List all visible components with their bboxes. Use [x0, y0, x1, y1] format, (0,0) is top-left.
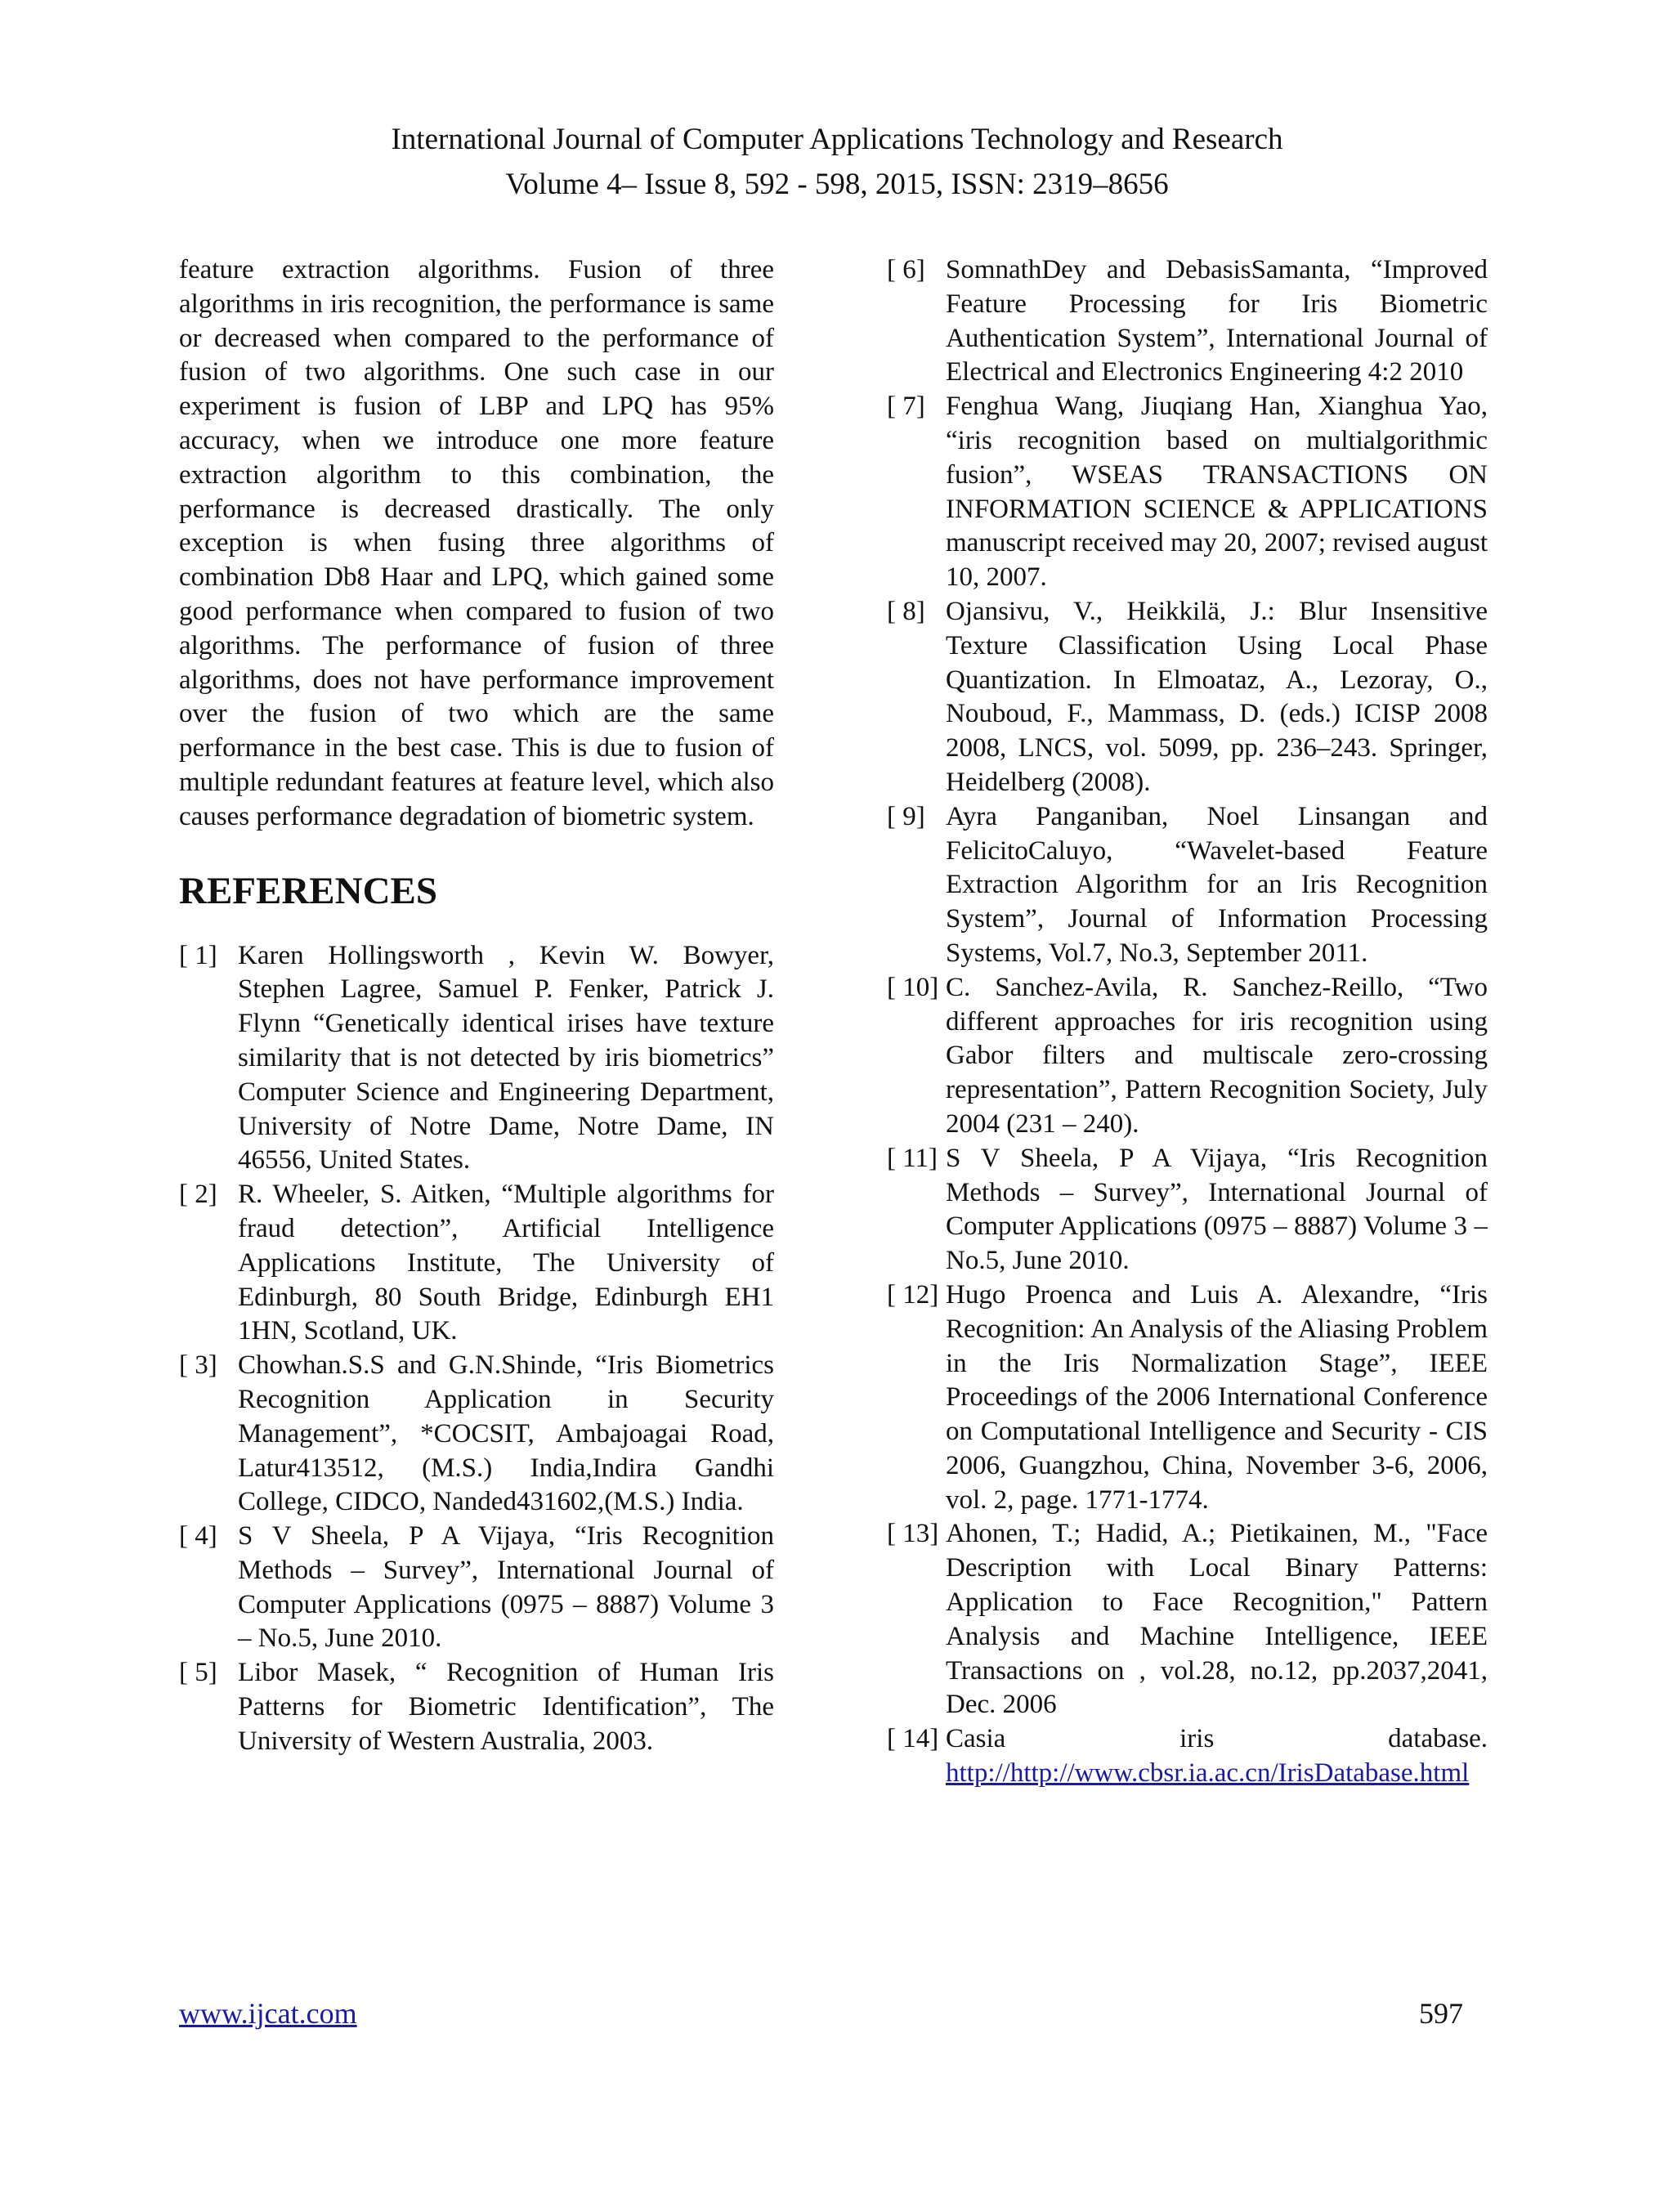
reference-number: [ 8]	[887, 596, 925, 626]
reference-text: S V Sheela, P A Vijaya, “Iris Recognition Methods – Survey”, International Journal of Computer Applications (0975 – 8887) Volume 3 – No.5, June 2010.	[238, 1521, 774, 1654]
reference-number: [ 11]	[887, 1143, 938, 1173]
reference-text: R. Wheeler, S. Aitken, “Multiple algorithms for fraud detection”, Artificial Intelligence Applications Institute, The University of Edinburgh, 80 South Bridge, Edinburgh EH1 1HN, Scotland, UK.	[238, 1180, 774, 1346]
reference-number: [ 5]	[179, 1658, 217, 1688]
left-column	[179, 253, 774, 1759]
journal-title: International Journal of Computer Applications Technology and Research	[391, 123, 1283, 156]
reference-text: SomnathDey and DebasisSamanta, “Improved Feature Processing for Iris Biometric Authentication System”, International Journal of Electrical and Electronics Engineering 4:2 2010	[946, 255, 1488, 387]
reference-text: S V Sheela, P A Vijaya, “Iris Recognition Methods – Survey”, International Journal of Computer Applications (0975 – 8887) Volume 3 – No.5, June 2010.	[946, 1143, 1488, 1276]
reference-text: Libor Masek, “ Recognition of Human Iris Patterns for Biometric Identification”, The University of Western Australia, 2003.	[238, 1658, 774, 1756]
reference-text: Ojansivu, V., Heikkilä, J.: Blur Insensitive Texture Classification Using Local Phase Quantization. In Elmoataz, A., Lezoray, O., Nouboud, F., Mammass, D. (eds.) ICISP 2008 2008, LNCS, vol. 5099, pp. 236–243. Springer, Heidelberg (2008).	[946, 596, 1488, 797]
reference-number: [ 6]	[887, 255, 925, 284]
reference-text: Karen Hollingsworth , Kevin W. Bowyer, Stephen Lagree, Samuel P. Fenker, Patrick J. Flynn “Genetically identical irises have texture similarity that is not detected by iris biometrics” Computer Science and Engineering Department, University of Notre Dame, Notre Dame, IN 46556, United States.	[238, 940, 774, 1175]
reference-item	[179, 1178, 774, 1349]
reference-item	[179, 1656, 774, 1758]
body-paragraph: feature extraction algorithms. Fusion of three algorithms in iris recognition, the performance is same or decreased when compared to the performance of fusion of two algorithms. One such case in our experiment is fusion of LBP and LPQ has 95% accuracy, when we introduce one more feature extraction algorithm to this combination, the performance is decreased drastically. The only exception is when fusing three algorithms of combination Db8 Haar and LPQ, which gained some good performance when compared to fusion of two algorithms. The performance of fusion of three algorithms, does not have performance improvement over the fusion of two which are the same performance in the best case. This is due to fusion of multiple redundant features at feature level, which also causes performance degradation of biometric system.	[179, 255, 774, 831]
reference-number: [ 2]	[179, 1180, 217, 1210]
reference-text: Fenghua Wang, Jiuqiang Han, Xianghua Yao, “iris recognition based on multialgorithmic fusion”, WSEAS TRANSACTIONS ON INFORMATION SCIENCE & APPLICATIONS manuscript received may 20, 2007; revised august 10, 2007.	[946, 392, 1488, 593]
reference-item	[887, 971, 1488, 1142]
reference-number: [ 14]	[887, 1724, 939, 1754]
reference-item	[887, 253, 1488, 390]
references-heading: REFERENCES	[179, 869, 438, 912]
reference-number: [ 9]	[887, 801, 925, 831]
reference-item	[887, 800, 1488, 971]
reference-number: [ 13]	[887, 1519, 939, 1549]
journal-volume-info: Volume 4– Issue 8, 592 - 598, 2015, ISSN: 2319–8656	[505, 168, 1169, 201]
reference-item	[179, 1349, 774, 1520]
reference-text-body: Casia iris database.	[946, 1724, 1488, 1754]
reference-item	[179, 939, 774, 1179]
reference-text	[946, 1722, 1488, 1791]
reference-item	[887, 1142, 1488, 1278]
reference-number: [ 10]	[887, 972, 939, 1002]
reference-text: Hugo Proenca and Luis A. Alexandre, “Iris Recognition: An Analysis of the Aliasing Problem in the Iris Normalization Stage”, IEEE Proceedings of the 2006 International Conference on Computational Intelligence and Security - CIS 2006, Guangzhou, China, November 3-6, 2006, vol. 2, page. 1771-1774.	[946, 1279, 1488, 1515]
database-link[interactable]: http://http://www.cbsr.ia.ac.cn/IrisDatabase.html	[946, 1758, 1470, 1789]
reference-item	[887, 390, 1488, 595]
journal-header	[0, 117, 1674, 207]
page-number: 597	[1419, 1997, 1463, 2030]
reference-number: [ 7]	[887, 392, 925, 422]
reference-item	[179, 1520, 774, 1656]
reference-text: Ahonen, T.; Hadid, A.; Pietikainen, M., "Face Description with Local Binary Patterns: Application to Face Recognition," Pattern Analysis and Machine Intelligence, IEEE Transactions on , vol.28, no.12, pp.2037,2041, Dec. 2006	[946, 1519, 1488, 1720]
reference-item	[887, 1722, 1488, 1791]
reference-number: [ 3]	[179, 1350, 217, 1381]
website-link[interactable]: www.ijcat.com	[179, 1997, 357, 2030]
reference-number: [ 1]	[179, 940, 217, 970]
reference-item	[887, 1517, 1488, 1722]
reference-number: [ 4]	[179, 1521, 217, 1552]
reference-item	[887, 1278, 1488, 1518]
right-column	[887, 253, 1488, 1791]
reference-item	[887, 595, 1488, 800]
reference-text: Ayra Panganiban, Noel Linsangan and FelicitoCaluyo, “Wavelet-based Feature Extraction Algorithm for an Iris Recognition System”, Journal of Information Processing Systems, Vol.7, No.3, September 2011.	[946, 801, 1488, 968]
reference-text: Chowhan.S.S and G.N.Shinde, “Iris Biometrics Recognition Application in Security Management”, *COCSIT, Ambajoagai Road, Latur413512, (M.S.) India,Indira Gandhi College, CIDCO, Nanded431602,(M.S.) India.	[238, 1350, 774, 1517]
reference-number: [ 12]	[887, 1279, 939, 1310]
reference-text: C. Sanchez-Avila, R. Sanchez-Reillo, “Two different approaches for iris recognition using Gabor filters and multiscale zero-crossing representation”, Pattern Recognition Society, July 2004 (231 – 240).	[946, 972, 1488, 1139]
